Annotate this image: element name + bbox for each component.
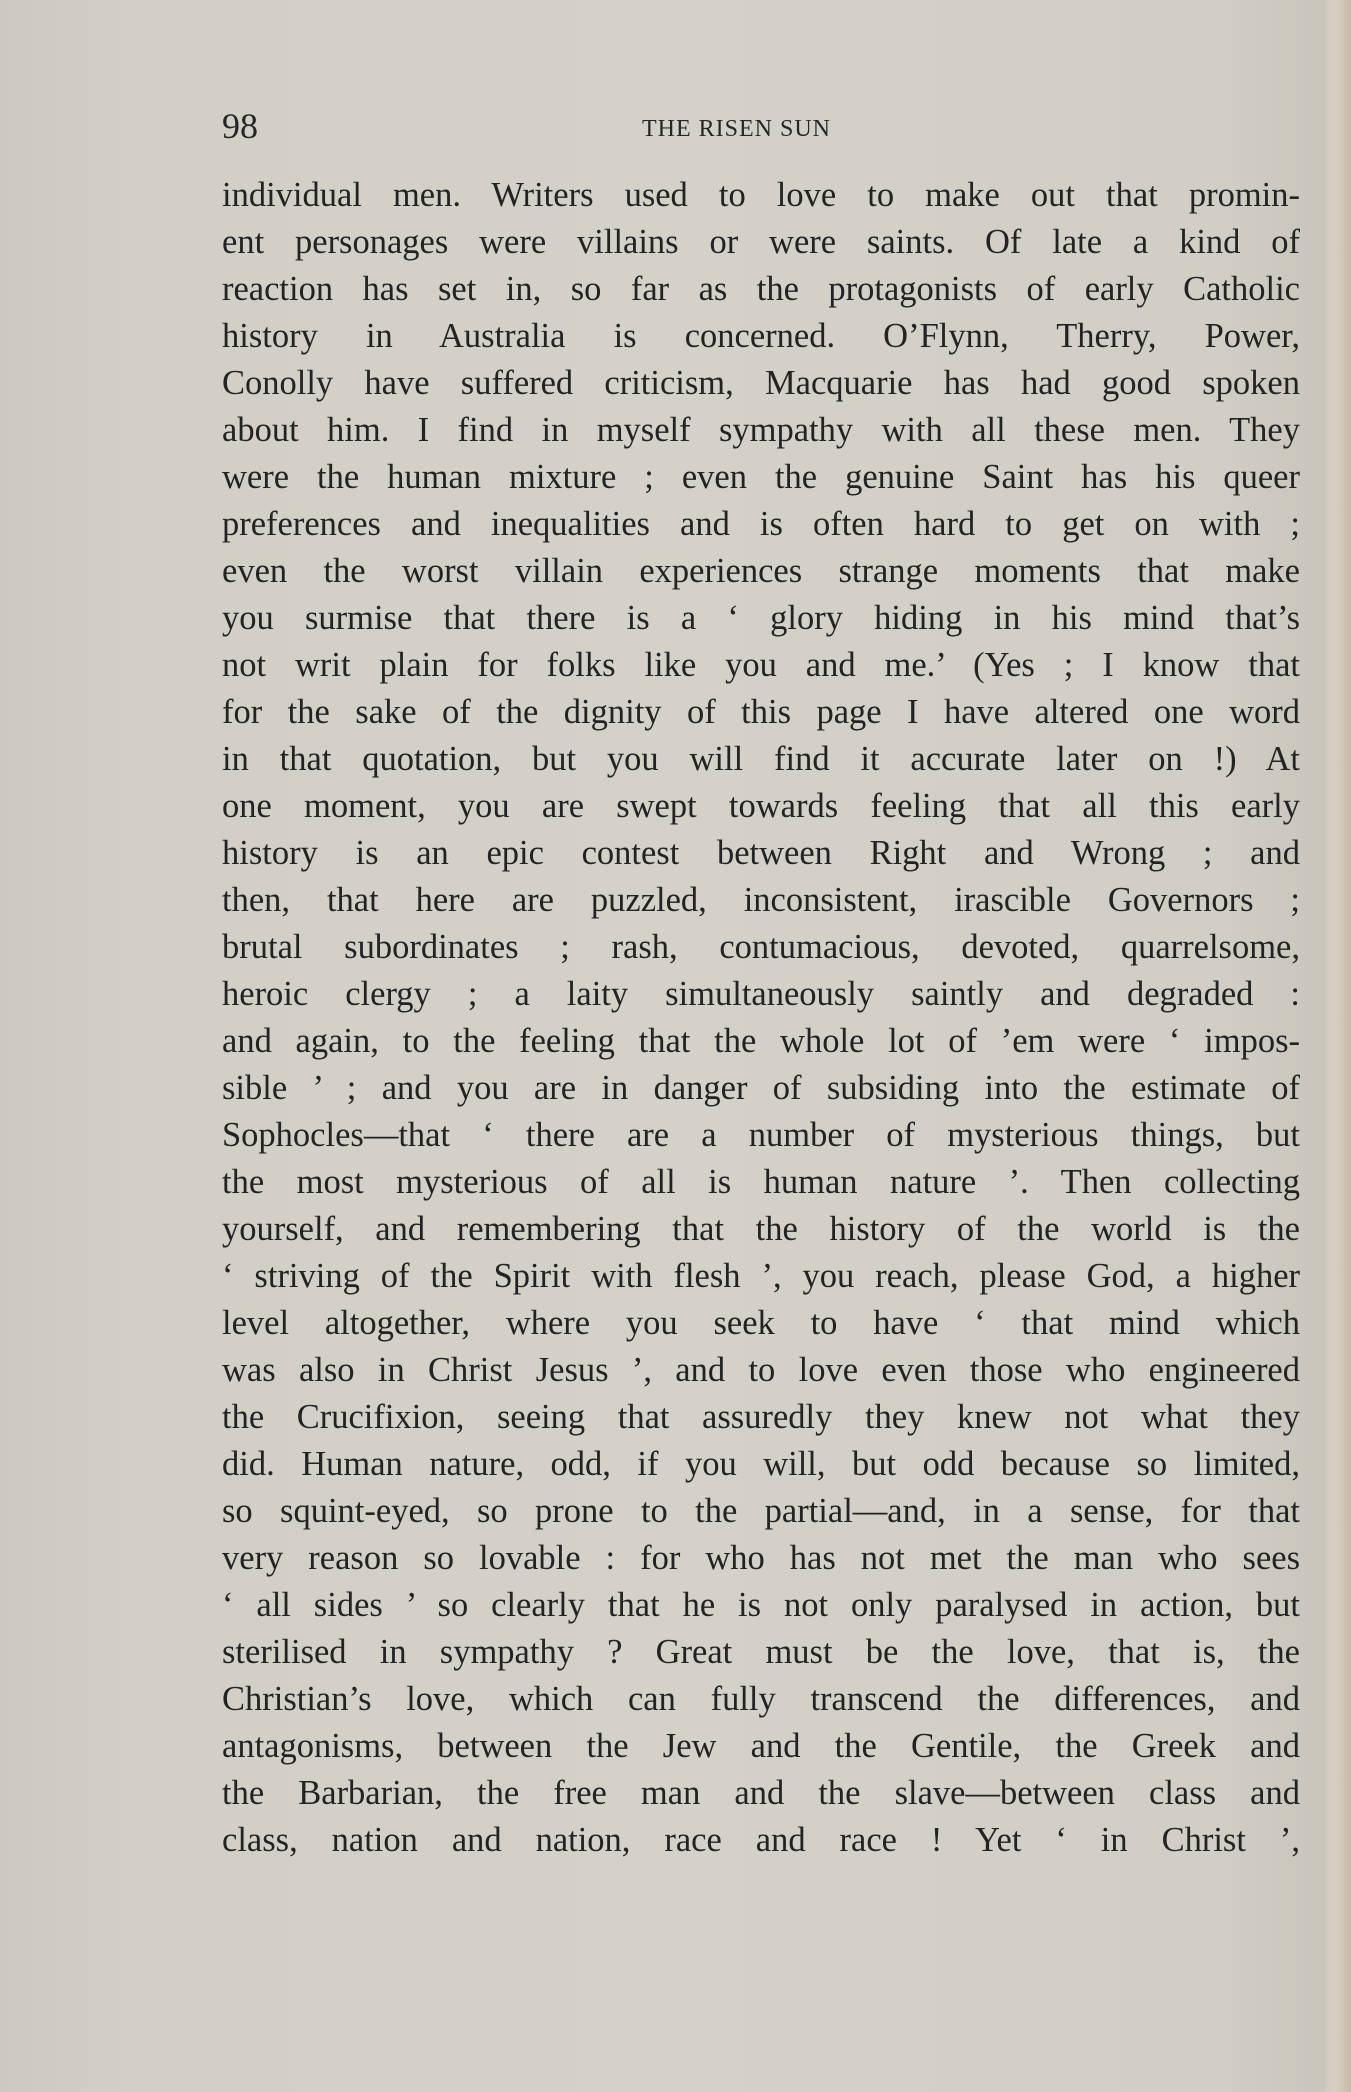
text-line: brutal subordinates ; rash, contumacious, devoted, quarrelsome, [222,928,1300,966]
text-line: ‘ all sides ’ so clearly that he is not only paralysed in action, but [222,1586,1300,1624]
text-line: were the human mixture ; even the genuine Saint has his queer [222,458,1300,496]
page-edge [1325,0,1351,2092]
text-line: was also in Christ Jesus ’, and to love even those who engineered [222,1351,1300,1389]
text-line: level altogether, where you seek to have ‘ that mind which [222,1304,1300,1342]
text-line: Conolly have suffered criticism, Macquarie has had good spoken [222,364,1300,402]
text-line: preferences and inequalities and is often hard to get on with ; [222,505,1300,543]
text-line: Christian’s love, which can fully transcend the differences, and [222,1680,1300,1718]
page-header [222,104,1300,154]
text-line: history in Australia is concerned. O’Flynn, Therry, Power, [222,317,1300,355]
page-number: 98 [222,106,258,146]
text-line: the Crucifixion, seeing that assuredly they knew not what they [222,1398,1300,1436]
text-line: not writ plain for folks like you and me.’ (Yes ; I know that [222,646,1300,684]
text-line: and again, to the feeling that the whole lot of ’em were ‘ impos- [222,1022,1300,1060]
body-text [222,172,1300,1864]
text-line: individual men. Writers used to love to make out that promin- [222,176,1300,214]
text-line: about him. I find in myself sympathy with all these men. They [222,411,1300,449]
text-line: then, that here are puzzled, inconsistent, irascible Governors ; [222,881,1300,919]
text-line: antagonisms, between the Jew and the Gentile, the Greek and [222,1727,1300,1765]
text-line: Sophocles—that ‘ there are a number of mysterious things, but [222,1116,1300,1154]
text-line: reaction has set in, so far as the protagonists of early Catholic [222,270,1300,308]
text-line: class, nation and nation, race and race ! Yet ‘ in Christ ’, [222,1821,1300,1859]
text-line: ent personages were villains or were saints. Of late a kind of [222,223,1300,261]
text-line: did. Human nature, odd, if you will, but odd because so limited, [222,1445,1300,1483]
text-line: even the worst villain experiences strange moments that make [222,552,1300,590]
text-line: for the sake of the dignity of this page I have altered one word [222,693,1300,731]
text-line: so squint-eyed, so prone to the partial—and, in a sense, for that [222,1492,1300,1530]
text-line: yourself, and remembering that the history of the world is the [222,1210,1300,1248]
text-line: the most mysterious of all is human nature ’. Then collecting [222,1163,1300,1201]
running-head: THE RISEN SUN [642,116,832,142]
text-line: one moment, you are swept towards feeling that all this early [222,787,1300,825]
text-line: sible ’ ; and you are in danger of subsiding into the estimate of [222,1069,1300,1107]
text-line: the Barbarian, the free man and the slave—between class and [222,1774,1300,1812]
text-line: you surmise that there is a ‘ glory hiding in his mind that’s [222,599,1300,637]
text-line: sterilised in sympathy ? Great must be the love, that is, the [222,1633,1300,1671]
text-line: in that quotation, but you will find it accurate later on !) At [222,740,1300,778]
text-line: very reason so lovable : for who has not met the man who sees [222,1539,1300,1577]
text-line: heroic clergy ; a laity simultaneously saintly and degraded : [222,975,1300,1013]
text-line: ‘ striving of the Spirit with flesh ’, you reach, please God, a higher [222,1257,1300,1295]
text-line: history is an epic contest between Right and Wrong ; and [222,834,1300,872]
